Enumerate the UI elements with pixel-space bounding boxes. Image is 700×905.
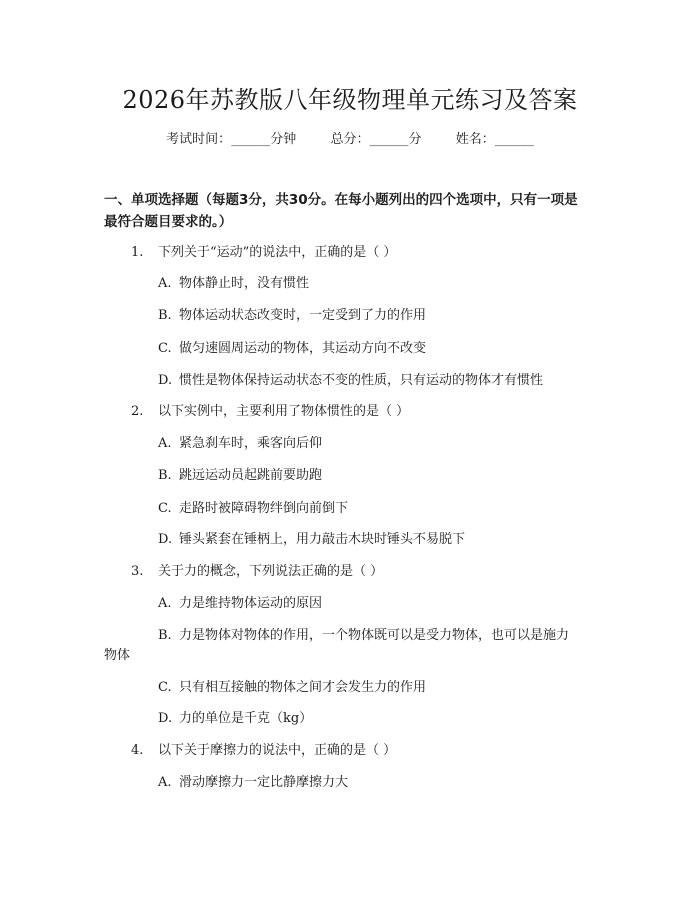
- question-number: 4.: [131, 743, 144, 758]
- option-letter: C.: [158, 341, 172, 356]
- option-text: 力是维持物体运动的原因: [179, 596, 323, 611]
- question-3-option-d: [158, 709, 312, 729]
- time-label: 考试时间：: [166, 132, 232, 147]
- exam-meta: [0, 130, 700, 150]
- name-blank: ______: [494, 132, 534, 147]
- option-letter: D.: [158, 373, 173, 388]
- time-unit: 分钟: [270, 132, 297, 147]
- score-unit: 分: [408, 132, 422, 147]
- question-3-option-b-continuation: 物体: [104, 648, 131, 663]
- option-letter: B.: [158, 468, 172, 483]
- score-label: 总分：: [330, 132, 370, 147]
- question-2-option-c: [158, 499, 348, 519]
- question-number: 3.: [131, 564, 144, 579]
- option-letter: A.: [158, 436, 172, 451]
- question-1: [131, 243, 396, 263]
- time-blank: ______: [231, 132, 271, 147]
- option-text: 力的单位是千克（kg）: [179, 711, 313, 726]
- option-text: 力是物体对物体的作用，一个物体既可以是受力物体，也可以是施力: [179, 628, 570, 643]
- question-2: [131, 402, 409, 422]
- option-letter: A.: [158, 596, 172, 611]
- question-3-option-a: [158, 594, 322, 614]
- name-label: 姓名：: [455, 132, 495, 147]
- section-heading: [104, 189, 604, 233]
- question-1-option-b: [158, 306, 426, 326]
- option-text: 惯性是物体保持运动状态不变的性质，只有运动的物体才有惯性: [179, 373, 544, 388]
- question-2-option-a: [158, 434, 322, 454]
- question-1-option-a: [158, 274, 309, 294]
- option-letter: D.: [158, 711, 173, 726]
- option-letter: A.: [158, 775, 172, 790]
- option-letter: C.: [158, 680, 172, 695]
- option-letter: A.: [158, 276, 172, 291]
- option-text: 物体运动状态改变时，一定受到了力的作用: [179, 308, 427, 323]
- option-text: 物体静止时，没有惯性: [179, 276, 310, 291]
- question-stem: 以下关于摩擦力的说法中，正确的是（ ）: [158, 743, 397, 758]
- question-stem: 以下实例中，主要利用了物体惯性的是（ ）: [158, 404, 410, 419]
- option-text: 跳远运动员起跳前要助跑: [179, 468, 323, 483]
- question-stem: 关于力的概念，下列说法正确的是（ ）: [158, 564, 384, 579]
- option-text: 滑动摩擦力一定比静摩擦力大: [179, 775, 349, 790]
- option-text: 做匀速圆周运动的物体，其运动方向不改变: [179, 341, 427, 356]
- section-heading-line-1: 一、单项选择题（每题3分，共30分。在每小题列出的四个选项中，只有一项是: [104, 192, 578, 208]
- section-heading-line-2: 最符合题目要求的。）: [104, 214, 233, 230]
- question-4-option-a: [158, 773, 348, 793]
- question-1-option-d: [158, 371, 543, 391]
- question-1-option-c: [158, 339, 426, 359]
- question-stem: 下列关于“运动”的说法中，正确的是（ ）: [158, 245, 397, 260]
- question-3-option-b: [158, 626, 569, 646]
- option-text: 只有相互接触的物体之间才会发生力的作用: [179, 680, 427, 695]
- question-number: 2.: [131, 404, 144, 419]
- question-2-option-b: [158, 466, 322, 486]
- option-text: 锤头紧套在锤柄上，用力敲击木块时锤头不易脱下: [179, 532, 466, 547]
- score-blank: ______: [369, 132, 409, 147]
- question-number: 1.: [131, 245, 144, 260]
- question-3: [131, 562, 383, 582]
- question-2-option-d: [158, 530, 465, 550]
- question-4: [131, 741, 396, 761]
- option-text: 紧急刹车时，乘客向后仰: [179, 436, 323, 451]
- option-letter: C.: [158, 501, 172, 516]
- option-letter: B.: [158, 628, 172, 643]
- option-letter: D.: [158, 532, 173, 547]
- page-title: 2026年苏教版八年级物理单元练习及答案: [122, 86, 578, 114]
- option-letter: B.: [158, 308, 172, 323]
- option-text: 走路时被障碍物绊倒向前倒下: [179, 501, 349, 516]
- question-3-option-c: [158, 678, 426, 698]
